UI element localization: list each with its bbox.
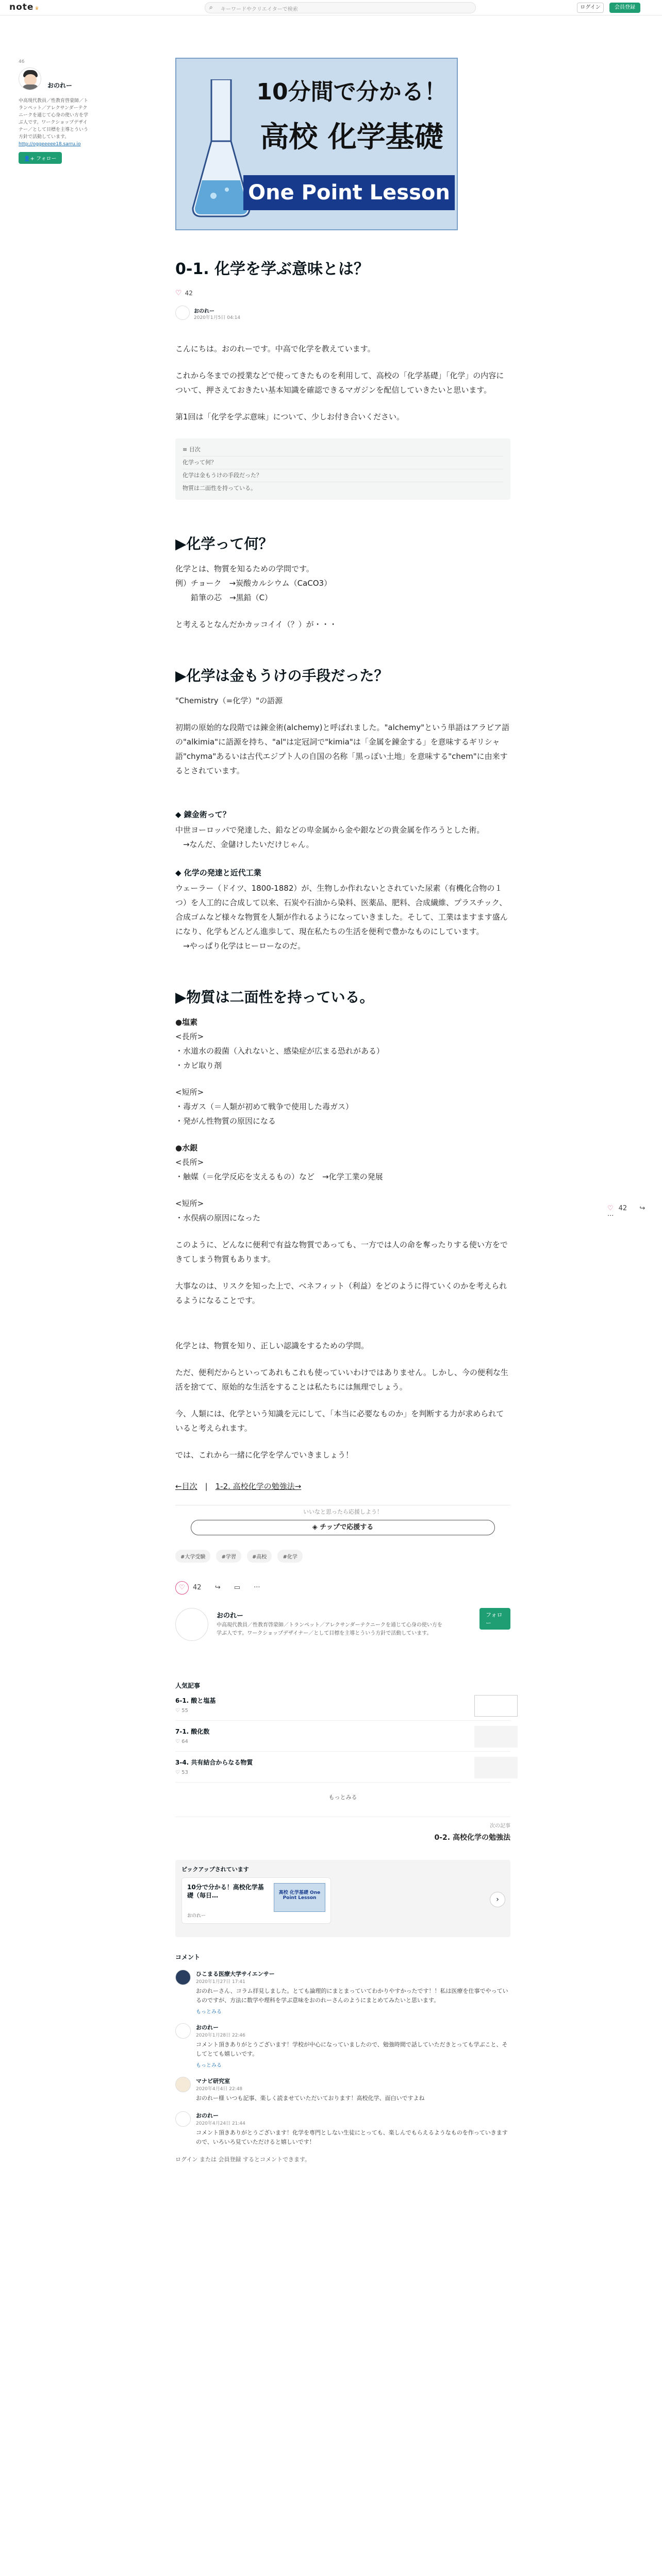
more-icon[interactable]: ··· [254,1584,260,1591]
sidebar-link[interactable]: http://oggeeeee18.sarru.io [19,142,81,147]
heart-icon: ♡ [175,1739,182,1744]
sidebar-bio [19,97,91,148]
paragraph [175,1085,510,1128]
paragraph: ただ、便利だからといってあれもこれも使っていいわけではありません。しかし、今の便利な生活を捨てて、原始的な生活をすることは私たちには無理でしょう。 [175,1368,508,1392]
chip-icon: ◈ [312,1523,320,1531]
item-likes [175,1770,510,1775]
comment-author[interactable]: ひこまる医療大学サイエンサー [196,1971,275,1977]
list-item: ・水道水の殺菌（入れないと、感染症が広まる恐れがある） [175,1046,385,1056]
global-header [0,0,662,15]
flask-icon [191,79,252,218]
more-icon[interactable]: ··· [607,1212,614,1220]
paragraph: ウェーラー（ドイツ、1800-1882）が、生物しか作れないとされていた尿素（有機化合物の１つ）を人工的に合成して以来、石炭や石油から染料、医薬品、肥料、合成繊維、プラスチック、合成ゴムなど様々な物質を人類が作れるようになっていきました。そして、工業はますます盛んになり、化学もどんどん進歩して、現在私たちの生活を便利で豊かなものにしています。 [175,884,508,936]
sidebar-creator-name[interactable]: おのれー [47,82,73,89]
comment-login-note[interactable]: ログイン または 会員登録 するとコメントできます。 [175,2156,311,2163]
article-body [175,342,510,1462]
floating-action-rail [607,1205,662,1220]
post-date: 2020年1月5日 04:14 [194,315,241,320]
avatar[interactable] [175,2111,191,2127]
logo-text: note [9,2,34,12]
hero-line-2: 高校 化学基礎 [260,121,443,154]
like-count: 42 [193,1584,202,1591]
next-label: 次の記事 [490,1823,510,1829]
heart-icon[interactable]: ♡ [175,289,182,297]
comment-text: おのれーさん、コラム拝見しました。とても論理的にまとまっていてわかりやすかったです！！私は医療を仕事でやっているのですが、方法に数学や理科を学ぶ意味をおのれーさんのようにまとめてみたいと思います。 [196,1988,508,2004]
intro-3: 第1回は「化学を学ぶ意味」について、少しお付き合いください。 [175,412,404,421]
list-item: ・発がん性物質の原因になる [175,1116,276,1126]
article-column [175,58,510,2163]
next-title: 0-2. 高校化学の勉強法 [434,1834,510,1842]
comment-more-link[interactable]: もっとみる [196,2009,222,2015]
substance-label: ●塩素 [175,1018,198,1027]
article-nav: ←目次 | 1-2. 高校化学の勉強法→ [175,1482,302,1491]
comment-text: コメント頂きありがとうございます！学校が中心になっていましたので、勉強時間で話していただきとっても学ぶこと、そしてとても嬉しいです。 [196,2041,508,2057]
support-box [175,1505,510,1535]
item-like-count: 64 [181,1739,188,1744]
item-title: 3-4. 共有結合からなる物質 [175,1759,253,1766]
pickup-section [175,1860,510,1937]
heart-icon: ♡ [175,1708,182,1714]
comment-date: 2020年4月4日 22:48 [196,2087,243,2092]
share-icon[interactable]: ↪ [639,1205,646,1212]
comment [175,1970,510,2015]
paragraph: 初期の原始的な段階では錬金術(alchemy)と呼ばれました。"alchemy"という単語はアラビア語の"alkimia"に語源を持ち、"al"は定冠詞で"kimia"は「金属を錬金する」を意味するギリシャ語"chyma"あるいは古代エジプト人の自国の名称「黒っぽい土地」を意味する"chem"に由来するとされています。 [175,723,510,775]
comment [175,2111,510,2147]
list-item[interactable] [175,1757,510,1783]
tag[interactable]: #高校 [247,1550,272,1563]
item-like-count: 55 [181,1708,188,1714]
profile-card [175,1608,510,1675]
comment [175,2077,510,2103]
popular-articles [175,1681,510,1801]
list-item[interactable] [175,1695,510,1721]
comment-more-link[interactable]: もっとみる [196,2063,222,2069]
sidebar-bio-text: 中高現代教員／性教育啓蒙師／トランペット／アレクサンダーテクニークを通じて心身の使い方を学ぶ人です。ワークショップデザイナー／として目標を主導とういう方針で活動しています。 [19,98,89,140]
logo-mark-icon: ♛ [35,6,40,11]
toc-item[interactable]: 化学って何？ [183,456,503,469]
comment-date: 2020年1月28日 22:46 [196,2033,245,2038]
tag[interactable]: #化学 [277,1550,302,1563]
toc-heading-label: 目次 [189,446,201,453]
signup-button[interactable]: 会員登録 [609,3,640,13]
search-box[interactable] [205,2,476,13]
heart-icon: ♡ [175,1770,182,1775]
profile-bio: 中高現代教員／性教育啓蒙師／トランペット／アレクサンダーテクニークを通じて心身の使い方を学ぶ人です。ワークショップデザイナー／として目標を主導とういう方針で活動しています。 [217,1622,442,1636]
paragraph: 化学とは、物質を知るための学問です。 [175,564,314,573]
list-item: ・触媒（＝化学反応を支えるもの）など →化学工業の発展 [175,1172,383,1181]
author-name[interactable]: おのれー [194,309,214,314]
search-placeholder: キーワードやクリエイターで検索 [221,7,298,12]
paragraph: →なんだ、金儲けしたいだけじゃん。 [175,840,314,849]
comment-date: 2020年4月24日 21:44 [196,2121,245,2126]
tip-button[interactable] [191,1520,495,1535]
paragraph: 化学とは、物質を知り、正しい認識をするための学問。 [175,1341,369,1350]
comment-icon[interactable]: ▭ [234,1584,241,1591]
avatar[interactable] [175,2023,191,2039]
paragraph: と考えるとなんだかカッコイイ（？）が・・・ [175,620,337,629]
avatar[interactable] [19,67,41,90]
pickup-author: おのれー [187,1913,206,1919]
sidebar-follow-button[interactable] [19,152,62,164]
pickup-heading: ピックアップされています [181,1866,249,1873]
comment-author[interactable]: おのれー [196,2112,219,2119]
demerit-label: <短所> [175,1088,204,1097]
profile-name[interactable]: おのれー [217,1612,244,1620]
next-article[interactable] [175,1817,510,1844]
popular-heading: 人気記事 [175,1682,201,1689]
section-heading: ▶化学って何？ [175,535,273,552]
chevron-right-icon[interactable]: › [490,1892,505,1907]
comment-text: コメント頂きありがとうございます！化学を専門としない生徒にとっても、楽しんでもらえるようなものを作っていきますので、いろいろ見ていただけると嬉しいです！ [196,2129,508,2145]
merit-label: <長所> [175,1158,204,1167]
heart-icon[interactable]: ♡ [175,1581,189,1595]
search-icon: ⌕ [209,4,213,11]
table-of-contents [175,438,510,500]
item-like-count: 53 [181,1770,188,1775]
pickup-title: 10分で分かる！高校化学基礎（毎日… [187,1884,264,1899]
avatar[interactable] [175,1970,191,1985]
demerit-label: <短所> [175,1199,204,1208]
next-link[interactable]: 1-2. 高校化学の勉強法→ [215,1482,302,1491]
note-logo[interactable] [9,2,40,12]
tag[interactable]: #大学受験 [175,1550,210,1563]
tag-list [175,1550,510,1563]
item-title: 7-1. 酸化数 [175,1728,210,1735]
item-thumbnail [474,1726,518,1748]
paragraph: →やっぱり化学はヒーローなのだ。 [175,941,305,951]
hero-line-1: 10分間で分かる！ [256,79,447,105]
support-question: いいなと思ったら応援しよう！ [303,1509,383,1515]
substance-label: ●水銀 [175,1143,198,1153]
toc-heading[interactable] [183,444,503,456]
subheading: ◆ 化学の発達と近代工業 [175,868,261,877]
subheading: ◆ 錬金術って？ [175,810,230,819]
paragraph: 例）チョーク →炭酸カルシウム（CaCO3） [175,579,332,588]
share-icon[interactable]: ↪ [214,1584,221,1591]
list-item: ・水俣病の原因になった [175,1213,261,1223]
paragraph: では、これから一緒に化学を学んでいきましょう！ [175,1450,354,1460]
paragraph: 中世ヨーロッパで発達した、鉛などの卑金属から金や銀などの貴金属を作ろうとした術。 [175,825,485,835]
comment [175,2023,510,2069]
rail-like-count: 42 [618,1205,627,1212]
list-item: ・カビ取り剤 [175,1061,222,1070]
item-likes [175,1708,510,1714]
list-icon: ≡ [183,446,189,453]
follow-label: フォロー [36,156,57,162]
avatar[interactable] [175,1608,208,1641]
hero-image [175,58,458,230]
comment-author[interactable]: マナビ研究室 [196,2078,230,2084]
hero-line-3: One Point Lesson [243,175,455,210]
sidebar-count: 46 [19,59,25,64]
avatar[interactable] [175,2077,191,2092]
comments-heading: コメント [175,1954,201,1961]
intro-1: こんにちは。おのれーです。中高で化学を教えています。 [175,344,375,353]
list-item: ・毒ガス（＝人類が初めて戦争で使用した毒ガス） [175,1102,354,1111]
comment-date: 2020年1月27日 17:41 [196,1979,245,1985]
paragraph [175,1015,510,1073]
person-add-icon: 👤+ [24,156,37,162]
paragraph: このように、どんなに便利で有益な物質であっても、一方では人の命を奪ったりする使い方をできてしまう物質もあります。 [175,1240,508,1264]
section-heading: ▶化学は金もうけの手段だった？ [175,667,389,684]
prev-link[interactable]: ←目次 [175,1482,197,1491]
comment-author[interactable]: おのれー [196,2024,219,2031]
intro-2: これから冬までの授業などで使ってきたものを利用して、高校の「化学基礎」「化学」の内容について、押さえておきたい基本知識を確認できるマガジンを配信していきたいと思います。 [175,371,504,395]
comments-section [175,1953,510,2163]
merit-label: <長所> [175,1032,204,1041]
pickup-thumbnail: 高校 化学基礎 One Point Lesson [274,1883,325,1912]
toc-item[interactable]: 物質は二面性を持っている。 [183,485,256,492]
item-title: 6-1. 酸と塩基 [175,1697,216,1704]
profile-follow-button[interactable]: フォロー [479,1608,510,1630]
creator-sidebar [19,59,91,164]
paragraph: 今、人類には、化学という知識を元にして、「本当に必要なものか」を判断する力が求められていると考えられます。 [175,1409,504,1433]
paragraph [175,1141,510,1184]
tip-button-label: チップで応援する [320,1523,374,1531]
toc-item[interactable]: 化学は金もうけの手段だった？ [183,469,503,482]
paragraph: 大事なのは、リスクを知った上で、ベネフィット（利益）をどのように得ていくのかを考えられるようになることです。 [175,1281,507,1305]
like-count: 42 [185,290,193,297]
tag[interactable]: #学習 [216,1550,241,1563]
item-thumbnail [474,1695,518,1717]
heart-icon[interactable]: ♡ [607,1205,614,1212]
paragraph: "Chemistry（=化学）"の語源 [175,696,283,705]
more-link[interactable]: もっとみる [328,1794,357,1801]
section-heading: ▶物質は二面性を持っている。 [175,989,374,1006]
paragraph [175,1196,510,1225]
list-item[interactable] [175,1726,510,1752]
paragraph: 鉛筆の芯 →黒鉛（C） [175,593,273,602]
item-likes [175,1739,510,1744]
page-title: 0-1. 化学を学ぶ意味とは？ [175,260,370,278]
author-row [175,306,510,321]
login-button[interactable]: ログイン [577,3,604,13]
pickup-card[interactable] [181,1877,331,1924]
comment-text: おのれー様 いつも記事、楽しく読ませていただいております！高校化学、面白いですよね [196,2095,425,2102]
avatar[interactable] [175,306,190,320]
like-row [175,289,510,297]
item-thumbnail [474,1757,518,1778]
action-bar [175,1581,510,1595]
